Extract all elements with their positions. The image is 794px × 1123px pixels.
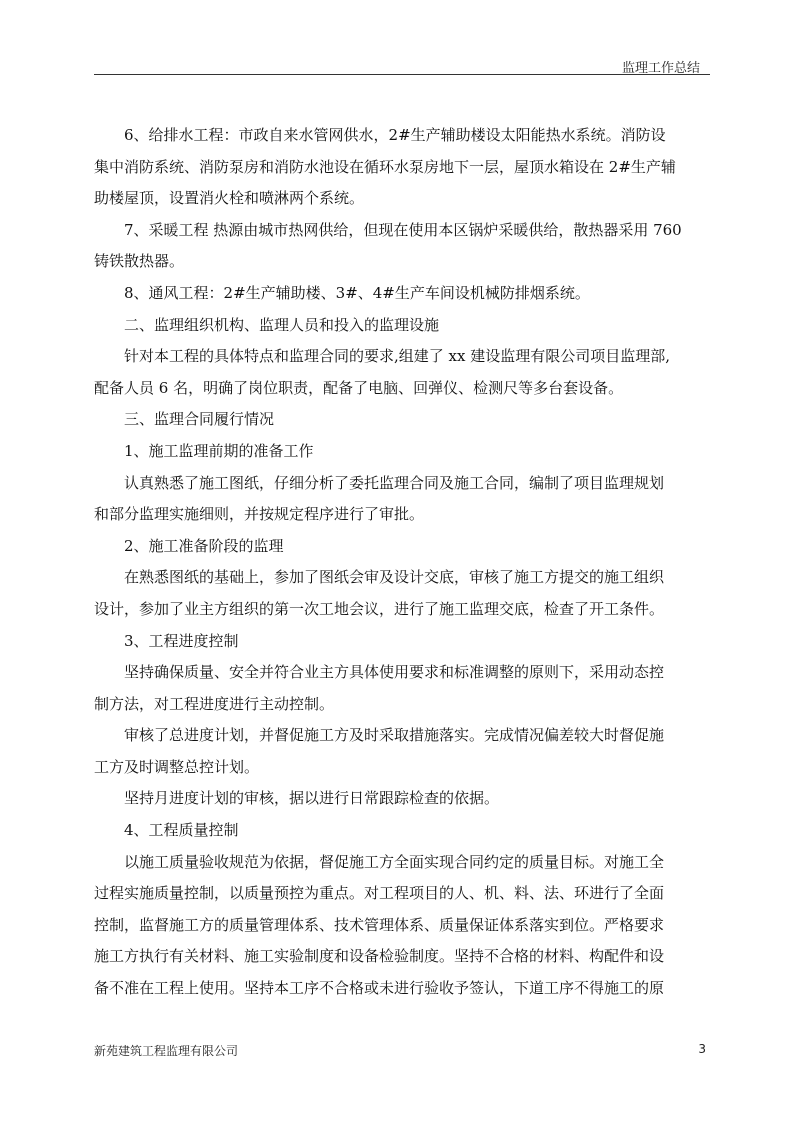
text-line: 针对本工程的具体特点和监理合同的要求,组建了 xx 建设监理有限公司项目监理部, — [124, 347, 670, 366]
text-line: 审核了总进度计划，并督促施工方及时采取措施落实。完成情况偏差较大时督促施 — [124, 726, 665, 745]
text-line: 3、工程进度控制 — [124, 631, 239, 650]
text-line: 配备人员 6 名，明确了岗位职责，配备了电脑、回弹仪、检测尺等多台套设备。 — [94, 378, 624, 397]
text-line: 4、工程质量控制 — [124, 821, 239, 840]
text-line: 认真熟悉了施工图纸，仔细分析了委托监理合同及施工合同，编制了项目监理规划 — [124, 473, 665, 492]
text-line: 1、施工监理前期的准备工作 — [124, 441, 314, 460]
text-line: 6、给排水工程：市政自来水管网供水，2#生产辅助楼设太阳能热水系统。消防设 — [124, 126, 666, 144]
running-header-title: 监理工作总结 — [621, 61, 700, 76]
page-number: 3 — [698, 1042, 706, 1056]
text-line: 工方及时调整总控计划。 — [94, 757, 260, 776]
text-line: 设计，参加了业主方组织的第一次工地会议，进行了施工监理交底，检查了开工条件。 — [94, 599, 665, 618]
text-line: 7、采暖工程 热源由城市热网供给，但现在使用本区锅炉采暖供给，散热器采用 760 — [124, 220, 682, 239]
text-line: 和部分监理实施细则，并按规定程序进行了审批。 — [94, 505, 425, 524]
text-line: 2、施工准备阶段的监理 — [124, 536, 284, 555]
document-body — [94, 120, 710, 1005]
text-line: 集中消防系统、消防泵房和消防水池设在循环水泵房地下一层，屋顶水箱设在 2#生产辅 — [94, 157, 676, 176]
text-line: 坚持月进度计划的审核，据以进行日常跟踪检查的依据。 — [124, 789, 500, 808]
text-line: 三、监理合同履行情况 — [124, 410, 275, 429]
footer-company: 新苑建筑工程监理有限公司 — [94, 1044, 239, 1058]
text-line: 控制，监督施工方的质量管理体系、技术管理体系、质量保证体系落实到位。严格要求 — [94, 915, 665, 934]
text-line: 施工方执行有关材料、施工实验制度和设备检验制度。坚持不合格的材料、构配件和设 — [94, 947, 665, 966]
text-line: 二、监理组织机构、监理人员和投入的监理设施 — [124, 315, 440, 334]
text-line: 制方法，对工程进度进行主动控制。 — [94, 694, 335, 713]
text-line: 8、通风工程：2#生产辅助楼、3#、4#生产车间设机械防排烟系统。 — [124, 283, 590, 302]
text-line: 在熟悉图纸的基础上，参加了图纸会审及设计交底，审核了施工方提交的施工组织 — [124, 568, 665, 587]
text-line: 铸铁散热器。 — [94, 252, 185, 271]
text-line: 坚持确保质量、安全并符合业主方具体使用要求和标准调整的原则下，采用动态控 — [124, 663, 665, 682]
text-line: 以施工质量验收规范为依据，督促施工方全面实现合同约定的质量目标。对施工全 — [124, 852, 665, 871]
text-line: 助楼屋顶，设置消火栓和喷淋两个系统。 — [94, 189, 365, 208]
text-line: 备不准在工程上使用。坚持本工序不合格或未进行验收予签认，下道工序不得施工的原 — [94, 979, 665, 998]
header-divider — [94, 74, 710, 75]
text-line: 过程实施质量控制，以质量预控为重点。对工程项目的人、机、料、法、环进行了全面 — [94, 884, 665, 903]
